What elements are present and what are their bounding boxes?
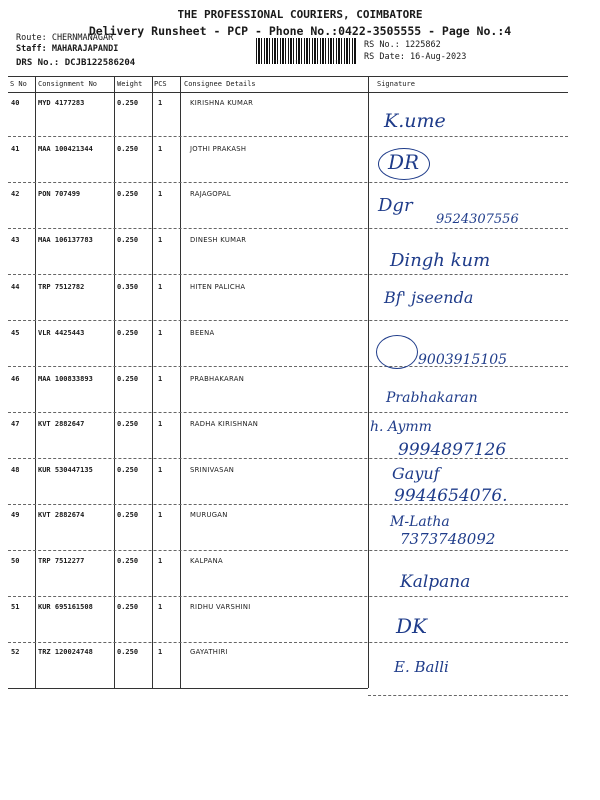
row-separator bbox=[8, 136, 568, 137]
row-sno: 45 bbox=[11, 329, 20, 337]
row-pcs: 1 bbox=[158, 283, 163, 291]
row-separator bbox=[8, 412, 568, 413]
signature-41-scribble bbox=[378, 148, 430, 180]
row-weight: 0.250 bbox=[117, 145, 139, 153]
table-top-border bbox=[8, 76, 568, 77]
row-weight: 0.250 bbox=[117, 99, 139, 107]
row-sno: 50 bbox=[11, 557, 20, 565]
row-sno: 42 bbox=[11, 190, 20, 198]
row-pcs: 1 bbox=[158, 329, 163, 337]
row-pcs: 1 bbox=[158, 603, 163, 611]
row-consignee-name: BEENA bbox=[190, 329, 215, 337]
row-pcs: 1 bbox=[158, 236, 163, 244]
row-weight: 0.250 bbox=[117, 329, 139, 337]
row-weight: 0.250 bbox=[117, 420, 139, 428]
row-separator bbox=[8, 274, 568, 275]
signature-49-phone: 7373748092 bbox=[400, 530, 496, 548]
row-consignment-no: TRP 7512782 bbox=[38, 283, 85, 291]
signature-46: Prabhakaran bbox=[386, 390, 478, 406]
signature-47-name: h. Aymm bbox=[370, 419, 432, 435]
row-sno: 47 bbox=[11, 420, 20, 428]
row-separator bbox=[8, 550, 568, 551]
row-consignment-no: KVT 2882647 bbox=[38, 420, 85, 428]
row-pcs: 1 bbox=[158, 466, 163, 474]
row-sno: 52 bbox=[11, 648, 20, 656]
row-pcs: 1 bbox=[158, 375, 163, 383]
table-bottom-border bbox=[8, 688, 368, 689]
row-consignee-name: JOTHI PRAKASH bbox=[190, 145, 247, 153]
row-consignee-name: RAJAGOPAL bbox=[190, 190, 231, 198]
staff-label: Staff: MAHARAJAPANDI bbox=[16, 44, 119, 54]
signature-43: Dingh kum bbox=[390, 250, 491, 271]
row-weight: 0.250 bbox=[117, 511, 139, 519]
signature-40: K.ume bbox=[384, 110, 446, 132]
row-consignment-no: MAA 106137783 bbox=[38, 236, 93, 244]
row-consignee-name: KIRISHNA KUMAR bbox=[190, 99, 254, 107]
signature-44: Bf' jseenda bbox=[384, 288, 474, 307]
signature-42-phone: 9524307556 bbox=[436, 212, 519, 227]
runsheet-subtitle: Delivery Runsheet - PCP - Phone No.:0422-3505555 - Page No.:4 bbox=[88, 24, 512, 38]
row-weight: 0.250 bbox=[117, 190, 139, 198]
row-weight: 0.250 bbox=[117, 557, 139, 565]
header-consignee: Consignee Details bbox=[184, 80, 256, 88]
rs-date: RS Date: 16-Aug-2023 bbox=[364, 52, 467, 62]
header-weight: Weight bbox=[117, 80, 143, 88]
row-weight: 0.350 bbox=[117, 283, 139, 291]
row-weight: 0.250 bbox=[117, 648, 139, 656]
barcode-image bbox=[256, 38, 356, 64]
header-pcs: PCS bbox=[154, 80, 167, 88]
row-consignment-no: MAA 100421344 bbox=[38, 145, 93, 153]
row-pcs: 1 bbox=[158, 648, 163, 656]
row-weight: 0.250 bbox=[117, 375, 139, 383]
route-label: Route: CHERNMANAGAR bbox=[16, 33, 114, 43]
header-consignment: Consignment No bbox=[38, 80, 98, 88]
row-sno: 44 bbox=[11, 283, 20, 291]
signature-41: DR bbox=[388, 150, 420, 174]
row-consignee-name: MURUGAN bbox=[190, 511, 228, 519]
row-pcs: 1 bbox=[158, 420, 163, 428]
signature-48-name: Gayuf bbox=[392, 464, 440, 483]
row-consignment-no: MYD 4177283 bbox=[38, 99, 85, 107]
row-consignment-no: VLR 4425443 bbox=[38, 329, 85, 337]
drs-number: DRS No.: DCJB122586204 bbox=[16, 58, 136, 68]
row-pcs: 1 bbox=[158, 145, 163, 153]
row-weight: 0.250 bbox=[117, 236, 139, 244]
signature-45-scribble bbox=[376, 335, 418, 369]
table-bottom-dashed bbox=[368, 695, 568, 696]
row-pcs: 1 bbox=[158, 190, 163, 198]
signature-52: E. Balli bbox=[394, 658, 449, 676]
row-sno: 46 bbox=[11, 375, 20, 383]
row-consignee-name: HITEN PALICHA bbox=[190, 283, 246, 291]
header-signature: Signature bbox=[377, 80, 415, 88]
row-sno: 48 bbox=[11, 466, 20, 474]
row-consignee-name: RIDHU VARSHINI bbox=[190, 603, 251, 611]
signature-50: Kalpana bbox=[400, 572, 471, 592]
header-sno: S No bbox=[10, 80, 27, 88]
row-consignee-name: PRABHAKARAN bbox=[190, 375, 245, 383]
row-pcs: 1 bbox=[158, 557, 163, 565]
row-consignee-name: DINESH KUMAR bbox=[190, 236, 247, 244]
row-sno: 43 bbox=[11, 236, 20, 244]
rs-number: RS No.: 1225862 bbox=[364, 40, 441, 50]
row-separator bbox=[8, 596, 568, 597]
company-title: THE PROFESSIONAL COURIERS, COIMBATORE bbox=[177, 8, 423, 21]
row-consignment-no: KUR 530447135 bbox=[38, 466, 93, 474]
row-consignee-name: RADHA KIRISHNAN bbox=[190, 420, 259, 428]
row-sno: 51 bbox=[11, 603, 20, 611]
row-sno: 49 bbox=[11, 511, 20, 519]
row-weight: 0.250 bbox=[117, 466, 139, 474]
row-consignment-no: PON 707499 bbox=[38, 190, 81, 198]
signature-48-phone: 9944654076. bbox=[394, 486, 508, 506]
row-separator bbox=[8, 228, 568, 229]
row-pcs: 1 bbox=[158, 99, 163, 107]
row-separator bbox=[8, 642, 568, 643]
row-separator bbox=[8, 182, 568, 183]
signature-49-name: M-Latha bbox=[390, 514, 450, 530]
signature-42-mark: Dgr bbox=[378, 195, 413, 216]
row-consignment-no: KUR 695161508 bbox=[38, 603, 93, 611]
row-consignee-name: SRINIVASAN bbox=[190, 466, 235, 474]
signature-45-phone: 9003915105 bbox=[418, 352, 508, 368]
row-consignee-name: GAYATHIRI bbox=[190, 648, 228, 656]
row-consignee-name: KALPANA bbox=[190, 557, 223, 565]
row-consignment-no: KVT 2882674 bbox=[38, 511, 85, 519]
row-sno: 40 bbox=[11, 99, 20, 107]
row-weight: 0.250 bbox=[117, 603, 139, 611]
row-consignment-no: TRZ 120024748 bbox=[38, 648, 93, 656]
row-sno: 41 bbox=[11, 145, 20, 153]
row-separator bbox=[8, 320, 568, 321]
row-consignment-no: TRP 7512277 bbox=[38, 557, 85, 565]
table-header-border bbox=[8, 92, 568, 93]
signature-51: DK bbox=[396, 614, 427, 638]
row-pcs: 1 bbox=[158, 511, 163, 519]
signature-47-phone: 9994897126 bbox=[398, 440, 507, 460]
row-consignment-no: MAA 100833893 bbox=[38, 375, 93, 383]
